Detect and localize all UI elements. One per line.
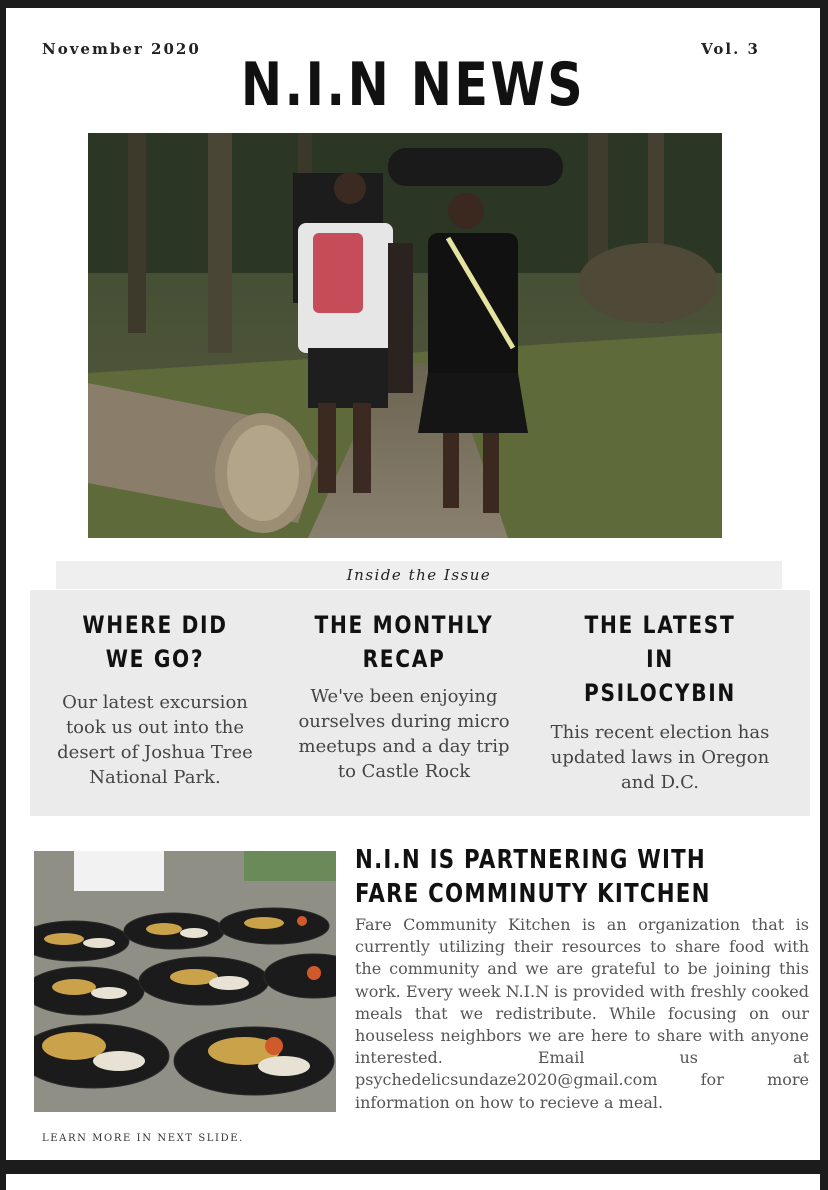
feature-text: We've been enjoying ourselves during micro meetups and a day trip to Castle Rock: [298, 686, 510, 782]
feature-text: Our latest excursion took us out into the desert of Joshua Tree National Park.: [57, 692, 253, 788]
feature-latest-psilocybin: [550, 608, 770, 795]
feature-text: This recent election has updated laws in Oregon and D.C.: [550, 722, 770, 793]
feature-heading: THE MONTHLY RECAP: [314, 611, 494, 673]
inside-issue-bar: [56, 561, 782, 589]
newsletter-page: [6, 8, 820, 1160]
inside-issue-label: Inside the Issue: [346, 566, 492, 584]
learn-more-note: LEARN MORE IN NEXT SLIDE.: [42, 1133, 244, 1144]
next-page-edge: [6, 1174, 820, 1190]
feature-monthly-recap: [294, 608, 514, 784]
issue-volume: Vol. 3: [701, 40, 760, 58]
feature-heading: WHERE DID WE GO?: [82, 611, 228, 673]
inside-issue-panel: [30, 590, 810, 816]
food-containers-photo: [34, 851, 336, 1112]
issue-date: November 2020: [42, 40, 201, 58]
feature-where-did-we-go: [50, 608, 260, 790]
article-title: N.I.N IS PARTNERING WITH FARE COMMINUTY KITCHEN: [355, 845, 711, 909]
feature-heading: THE LATEST IN PSILOCYBIN: [583, 611, 736, 707]
article-body: Fare Community Kitchen is an organization that is currently utilizing their resources to share food with the community and we are grateful to be joining this work. Every week N.I.N is provided with freshly cooked meals that we redistribute. While focusing on our houseless neighbors we are here to share with anyone interested. Email us at psychedelicsundaze2020@gmail.com for more information on how to recieve a meal.: [355, 915, 809, 1112]
newsletter-title: N.I.N NEWS: [240, 50, 586, 120]
hero-photo-hikers: [88, 133, 722, 538]
